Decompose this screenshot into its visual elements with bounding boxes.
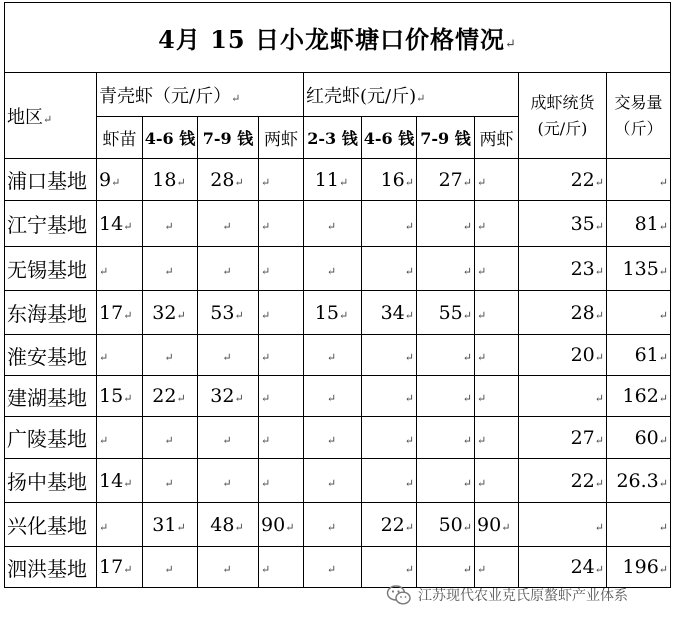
cell-g-seed [97,291,143,335]
paragraph-mark: ↵ [477,476,487,490]
paragraph-mark: ↵ [99,264,109,278]
cell-r-46 [362,417,417,459]
paragraph-mark: ↵ [462,392,472,405]
paragraph-mark: ↵ [234,175,244,189]
cell-value: 53 [210,301,235,324]
region-name-cell: 浦口基地 [5,159,97,201]
cell-r-two [475,376,519,417]
paragraph-mark: ↵ [594,264,604,278]
paragraph-mark: ↵ [658,520,668,534]
cell-g-46 [143,547,198,588]
paragraph-mark: ↵ [404,351,414,364]
paragraph-mark: ↵ [326,563,337,576]
paragraph-mark: ↵ [462,175,472,189]
cell-value: 50 [438,513,463,536]
cell-r-79 [417,376,475,417]
paragraph-mark: ↵ [164,351,174,364]
cell-g-two [259,291,304,335]
paragraph-mark: ↵ [477,563,487,576]
cell-value: 90 [477,513,502,536]
paragraph-mark: ↵ [176,392,186,405]
cell-r-two [475,159,519,201]
paragraph-mark: ↵ [404,219,414,233]
region-name-cell: 广陵基地 [5,417,97,459]
cell-g-seed [97,159,143,201]
paragraph-mark: ↵ [658,351,668,364]
paragraph-mark: ↵ [164,264,174,278]
cell-value: 22 [380,513,405,536]
green-col-7-9: 7-9 钱 [198,117,259,159]
cell-r-79 [417,503,475,547]
cell-value: 22 [570,469,595,492]
data-rows [5,159,671,588]
cell-r-46 [362,459,417,503]
paragraph-mark: ↵ [404,175,414,189]
paragraph-mark: ↵ [462,351,472,364]
cell-adult [519,291,607,335]
paragraph-mark: ↵ [504,37,517,52]
cell-r-79 [417,247,475,291]
paragraph-mark: ↵ [462,476,472,490]
paragraph-mark: ↵ [261,433,271,447]
paragraph-mark: ↵ [594,351,604,364]
paragraph-mark: ↵ [658,219,668,233]
cell-adult [519,335,607,376]
cell-g-79 [198,417,259,459]
volume-header: 交易量 （斤） [607,73,671,159]
paragraph-mark: ↵ [338,175,349,189]
cell-volume [607,291,671,335]
paragraph-mark: ↵ [164,476,174,490]
footer-text: 江苏现代农业克氏原螯虾产业体系 [418,588,628,604]
cell-adult [519,159,607,201]
cell-g-seed [97,376,143,417]
cell-g-79 [198,503,259,547]
wechat-icon [386,584,412,606]
cell-r-79 [417,201,475,247]
cell-adult [519,417,607,459]
cell-r-23 [304,247,362,291]
paragraph-mark: ↵ [404,476,414,490]
cell-g-two [259,376,304,417]
paragraph-mark: ↵ [326,476,337,490]
cell-g-seed [97,459,143,503]
paragraph-mark: ↵ [594,520,604,534]
cell-g-two [259,335,304,376]
paragraph-mark: ↵ [326,433,337,447]
cell-g-79 [198,547,259,588]
paragraph-mark: ↵ [462,433,472,447]
cell-value: 90 [261,513,286,536]
cell-volume [607,459,671,503]
cell-value: 32 [210,385,235,407]
red-col-4-6: 4-6 钱 [362,117,417,159]
cell-r-46 [362,376,417,417]
cell-g-79 [198,201,259,247]
cell-value: 22 [152,385,177,407]
paragraph-mark: ↵ [462,264,472,278]
paragraph-mark: ↵ [261,351,271,364]
paragraph-mark: ↵ [222,433,232,447]
cell-r-23 [304,335,362,376]
paragraph-mark: ↵ [501,520,511,534]
paragraph-mark: ↵ [222,563,232,576]
cell-g-two [259,201,304,247]
cell-value: 28 [210,168,235,191]
cell-volume [607,159,671,201]
paragraph-mark: ↵ [234,520,244,534]
cell-value: 24 [570,556,595,578]
paragraph-mark: ↵ [404,433,414,447]
footer-watermark [386,580,628,610]
paragraph-mark: ↵ [164,563,174,576]
paragraph-mark: ↵ [222,476,232,490]
adult-shrimp-header: 成虾统货 (元/斤) [519,73,607,159]
paragraph-mark: ↵ [123,563,133,576]
green-col-seed: 虾苗 [97,117,143,159]
paragraph-mark: ↵ [477,351,487,364]
paragraph-mark: ↵ [658,264,668,278]
table-title-cell [5,3,671,73]
cell-r-79 [417,159,475,201]
table-row [5,201,671,247]
paragraph-mark: ↵ [99,520,109,534]
table-title: 4月 15 日小龙虾塘口价格情况 [158,25,505,54]
cell-value: 17 [99,556,124,578]
cell-r-79 [417,417,475,459]
paragraph-mark: ↵ [594,433,604,447]
table-row [5,247,671,291]
cell-r-23 [304,503,362,547]
cell-r-46 [362,291,417,335]
cell-g-46 [143,291,198,335]
paragraph-mark: ↵ [222,351,232,364]
cell-r-79 [417,335,475,376]
cell-value: 14 [99,469,124,492]
paragraph-mark: ↵ [234,392,244,405]
cell-r-23 [304,376,362,417]
cell-volume [607,201,671,247]
cell-g-79 [198,459,259,503]
paragraph-mark: ↵ [462,219,472,233]
region-name-cell: 建湖基地 [5,376,97,417]
cell-value: 23 [570,257,595,280]
paragraph-mark: ↵ [404,520,414,534]
paragraph-mark: ↵ [111,175,121,189]
paragraph-mark: ↵ [658,308,668,322]
cell-value: 35 [570,212,595,235]
cell-r-46 [362,335,417,376]
paragraph-mark: ↵ [404,392,414,405]
region-name-cell: 扬中基地 [5,459,97,503]
paragraph-mark: ↵ [477,219,487,233]
cell-r-two [475,459,519,503]
cell-r-two [475,417,519,459]
cell-g-46 [143,201,198,247]
paragraph-mark: ↵ [658,563,668,576]
cell-g-two [259,503,304,547]
table-row [5,503,671,547]
cell-r-46 [362,201,417,247]
cell-g-79 [198,291,259,335]
cell-r-23 [304,459,362,503]
cell-r-23 [304,417,362,459]
region-name-cell: 兴化基地 [5,503,97,547]
cell-adult [519,201,607,247]
paragraph-mark: ↵ [462,563,472,576]
cell-g-two [259,247,304,291]
paragraph-mark: ↵ [326,392,337,405]
paragraph-mark: ↵ [404,308,414,322]
cell-r-two [475,201,519,247]
cell-value: 28 [570,301,595,324]
cell-r-79 [417,291,475,335]
cell-g-79 [198,247,259,291]
paragraph-mark: ↵ [477,392,487,405]
paragraph-mark: ↵ [123,476,133,490]
table-row [5,417,671,459]
cell-g-79 [198,159,259,201]
cell-value: 32 [152,301,177,324]
paragraph-mark: ↵ [261,392,271,405]
green-col-two: 两虾 [259,117,304,159]
red-col-7-9: 7-9 钱 [417,117,475,159]
cell-g-two [259,547,304,588]
cell-value: 31 [152,513,177,536]
cell-g-46 [143,159,198,201]
cell-adult [519,503,607,547]
region-name-cell: 江宁基地 [5,201,97,247]
paragraph-mark: ↵ [594,563,604,576]
group-header-row [5,73,671,117]
paragraph-mark: ↵ [261,476,271,490]
paragraph-mark: ↵ [477,175,487,189]
cell-value: 14 [99,212,124,235]
cell-adult [519,247,607,291]
cell-volume [607,417,671,459]
cell-g-seed [97,503,143,547]
price-table [4,2,671,588]
cell-value: 15 [314,301,339,324]
paragraph-mark: ↵ [222,219,232,233]
paragraph-mark: ↵ [164,433,174,447]
cell-r-two [475,335,519,376]
cell-volume [607,376,671,417]
paragraph-mark: ↵ [477,433,487,447]
region-name-cell: 东海基地 [5,291,97,335]
cell-r-two [475,291,519,335]
paragraph-mark: ↵ [658,433,668,447]
cell-g-46 [143,503,198,547]
paragraph-mark: ↵ [658,175,668,189]
region-name-cell: 淮安基地 [5,335,97,376]
paragraph-mark: ↵ [594,392,604,405]
table-row [5,376,671,417]
paragraph-mark: ↵ [123,219,133,233]
paragraph-mark: ↵ [176,175,186,189]
red-col-two: 两虾 [475,117,519,159]
paragraph-mark: ↵ [261,563,271,576]
paragraph-mark: ↵ [462,520,472,534]
title-row [5,3,671,73]
table-row [5,291,671,335]
cell-g-two [259,459,304,503]
table-row [5,459,671,503]
cell-r-23 [304,547,362,588]
paragraph-mark: ↵ [594,476,604,490]
cell-value: 15 [99,385,124,407]
region-name-cell: 泗洪基地 [5,547,97,588]
paragraph-mark: ↵ [326,520,337,534]
cell-g-46 [143,376,198,417]
cell-g-79 [198,335,259,376]
region-name-cell: 无锡基地 [5,247,97,291]
paragraph-mark: ↵ [477,308,487,322]
paragraph-mark: ↵ [594,175,604,189]
paragraph-mark: ↵ [99,351,109,364]
cell-adult [519,459,607,503]
cell-value: 135 [622,257,659,280]
cell-volume [607,503,671,547]
cell-r-two [475,503,519,547]
cell-r-46 [362,247,417,291]
paragraph-mark: ↵ [326,264,337,278]
cell-value: 20 [570,344,595,366]
cell-g-46 [143,417,198,459]
cell-value: 27 [438,168,463,191]
cell-g-seed [97,417,143,459]
paragraph-mark: ↵ [658,476,668,490]
cell-value: 196 [622,556,659,578]
cell-volume [607,247,671,291]
paragraph-mark: ↵ [404,563,414,576]
cell-r-23 [304,159,362,201]
paragraph-mark: ↵ [261,308,271,322]
cell-g-seed [97,201,143,247]
red-shell-group-header: 红壳虾(元/斤)↵ [304,73,519,117]
cell-r-23 [304,201,362,247]
cell-value: 17 [99,301,124,324]
paragraph-mark: ↵ [99,433,109,447]
paragraph-mark: ↵ [404,264,414,278]
paragraph-mark: ↵ [261,219,271,233]
cell-r-46 [362,159,417,201]
paragraph-mark: ↵ [477,264,487,278]
paragraph-mark: ↵ [123,308,133,322]
cell-g-79 [198,376,259,417]
cell-adult [519,376,607,417]
cell-g-seed [97,335,143,376]
cell-g-46 [143,335,198,376]
paragraph-mark: ↵ [462,308,472,322]
cell-value: 162 [622,385,659,407]
cell-value: 9 [99,168,112,191]
cell-value: 11 [314,168,339,191]
table-row [5,159,671,201]
cell-g-46 [143,247,198,291]
paragraph-mark: ↵ [176,520,186,534]
cell-g-two [259,159,304,201]
cell-r-46 [362,503,417,547]
paragraph-mark: ↵ [222,264,232,278]
paragraph-mark: ↵ [594,219,604,233]
cell-r-23 [304,291,362,335]
cell-g-46 [143,459,198,503]
cell-g-two [259,417,304,459]
cell-value: 60 [634,426,659,449]
cell-value: 27 [570,426,595,449]
paragraph-mark: ↵ [285,520,295,534]
paragraph-mark: ↵ [234,308,244,322]
cell-r-79 [417,459,475,503]
paragraph-mark: ↵ [658,392,668,405]
green-col-4-6: 4-6 钱 [143,117,198,159]
paragraph-mark: ↵ [338,308,349,322]
cell-value: 55 [438,301,463,324]
paragraph-mark: ↵ [176,308,186,322]
green-shell-group-header: 青壳虾（元/斤）↵ [97,73,304,117]
cell-value: 18 [152,168,177,191]
cell-value: 16 [380,168,405,191]
paragraph-mark: ↵ [261,264,271,278]
cell-value: 48 [210,513,235,536]
paragraph-mark: ↵ [326,351,337,364]
cell-value: 81 [634,212,659,235]
cell-value: 34 [380,301,405,324]
cell-g-seed [97,247,143,291]
paragraph-mark: ↵ [164,219,174,233]
cell-volume [607,335,671,376]
cell-r-two [475,247,519,291]
cell-value: 26.3 [616,469,659,492]
cell-value: 61 [634,344,659,366]
cell-value: 22 [570,168,595,191]
paragraph-mark: ↵ [123,392,133,405]
paragraph-mark: ↵ [261,175,271,189]
region-header: 地区↵ [5,73,97,159]
cell-g-seed [97,547,143,588]
red-col-2-3: 2-3 钱 [304,117,362,159]
paragraph-mark: ↵ [326,219,337,233]
table-row [5,335,671,376]
paragraph-mark: ↵ [594,308,604,322]
